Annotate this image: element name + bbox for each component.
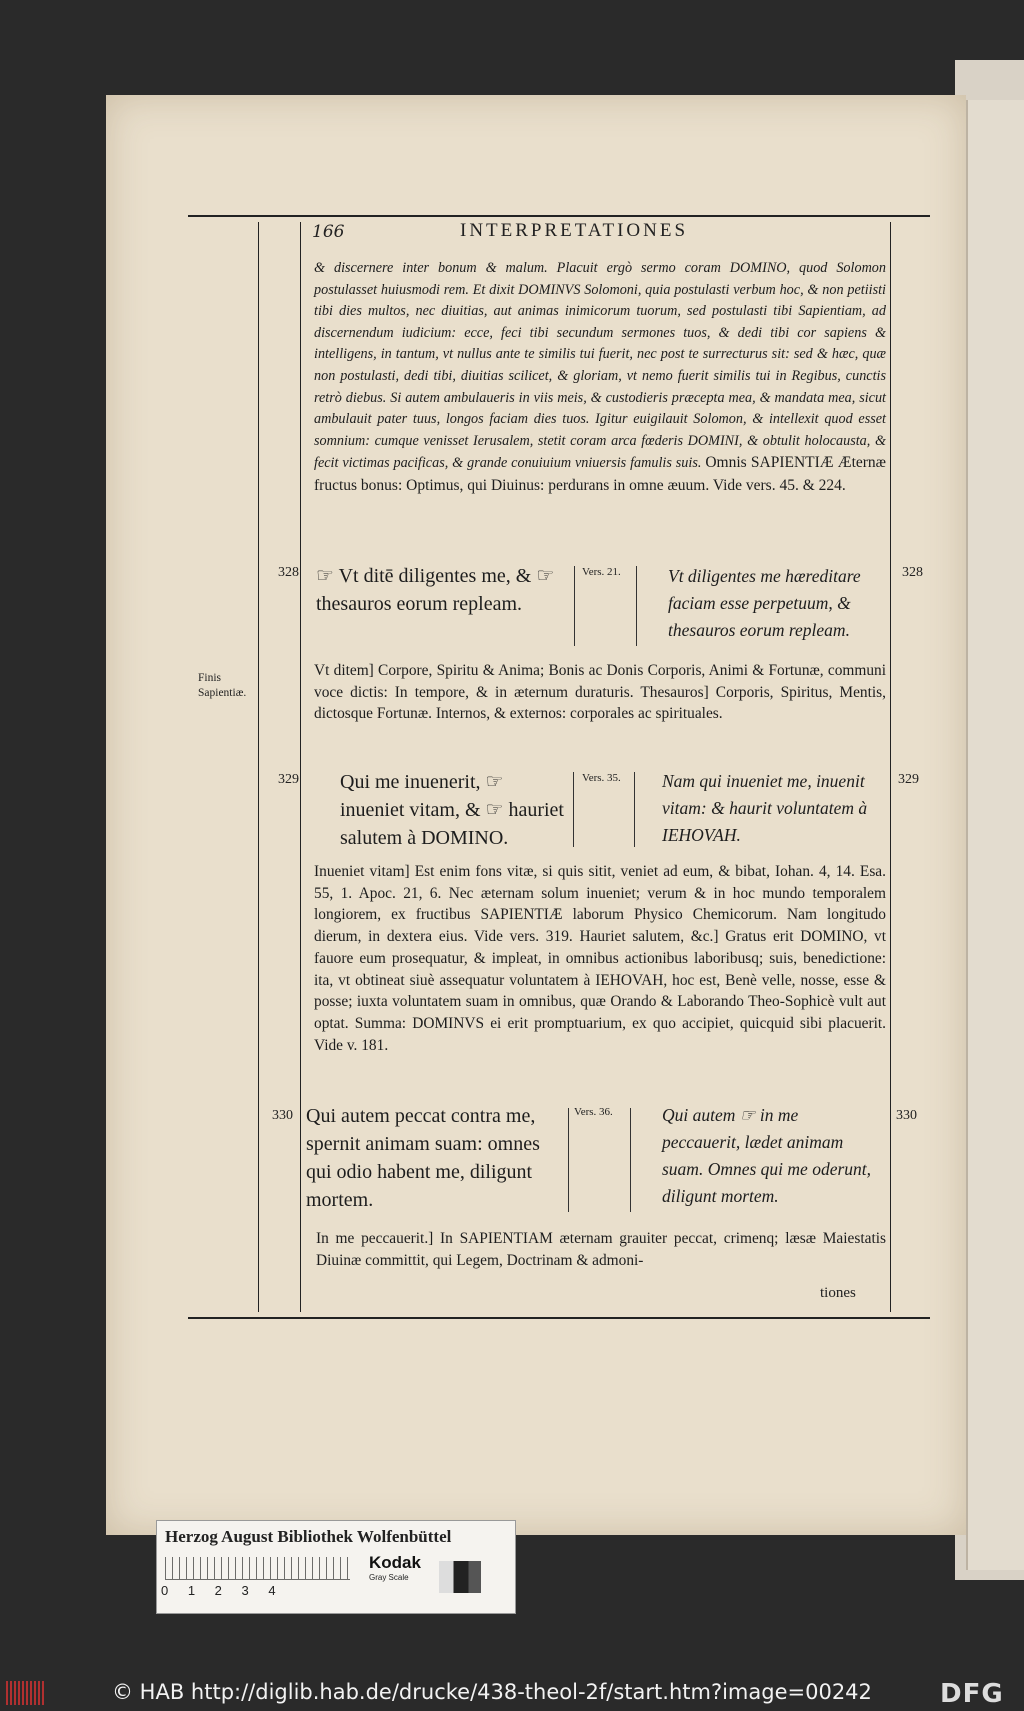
column-divider bbox=[574, 566, 575, 646]
verse-number-left: 329 bbox=[278, 772, 299, 787]
column-divider bbox=[636, 566, 637, 646]
column-divider bbox=[573, 772, 574, 847]
verse-reference: Vers. 35. bbox=[582, 772, 621, 784]
verse-commentary: Vt ditem] Corpore, Spiritu & Anima; Bonis ac Donis Corporis, Animi & Fortunæ, communi voce dictis: In tempore, & in æternum duraturis. Thesauros] Corporis, Spiritus, Mentis, dictosque Fortunæ. Internos, & externos: corporales ac spirituales. bbox=[314, 662, 886, 723]
paragraph-1-roman: Omnis SAPIENTIÆ Æternæ fructus bonus: Optimus, qui Diuinus: perdurans in omne æuum. Vide vers. 45. & 224. bbox=[314, 454, 887, 494]
column-divider bbox=[634, 772, 635, 847]
running-title: INTERPRETATIONES bbox=[460, 220, 689, 241]
verse-number-right: 329 bbox=[898, 772, 919, 787]
card-title: Herzog August Bibliothek Wolfenbüttel bbox=[165, 1527, 452, 1546]
verse-commentary: Inueniet vitam] Est enim fons vitæ, si quis sitit, veniet ad eum, & bibat, Iohan. 4, 14. Esa. 55, 1. Apoc. 21, 6. Nec æternam solum inueniet; verum & in hoc mundo temporalem longiorem, ex fructibus SAPIENTIÆ laborum Physico Chemicorum. Nam longitudo dierum, in dextera eius. Vide vers. 319. Hauriet salutem, &c.] Gratus erit DOMINO, vt fauore eum prosequatur, & impleat, in omnibus actionibus laboribusq; suis, benedictione: ita, vt obtineat siuè assequatur voluntatem à IEHOVAH, hoc est, Benè velle, nosse, esse & posse; iuxta voluntatem suam in omnibus, quæ Orando & Laborando Theo-Sophicè vult aut optat. Summa: DOMINVS ei erit promptuarium, ex quo accipiet, quicquid sibi placuerit. Vide v. 181. bbox=[314, 863, 886, 1054]
verse-translation: Qui autem ☞ in me peccauerit, lædet animam suam. Omnes qui me oderunt, diligunt mortem. bbox=[662, 1105, 872, 1206]
margin-rule-right bbox=[890, 222, 891, 1312]
paragraph-1-italic: & discernere inter bonum & malum. Placuit ergò sermo coram DOMINO, quod Solomon postulasset huiusmodi rem. Et dixit DOMINVS Solomoni, quia postulasti verbum hoc, & non petiisti tibi dies multos, nec diuitias, aut animas inimicorum tuorum, sed postulasti tibi Sapientiam, ad discernendum iudicium: ecce, feci tibi secundum sermones tuos, & dedi tibi cor sapiens & intelligens, in tantum, vt nullus ante te similis tui fuerit, nec post te surrecturus sit: sed & hæc, quæ non postulasti, dedi tibi, diuitias scilicet, & gloriam, vt nemo fuerit similis tui in Regibus, cunctis retrò diebus. Si autem ambulaueris in viis meis, & custodieris præcepta mea, & mandata mea, sicut ambulauit pater tuus, longos faciam dies tuos. Igitur euigilauit Solomon, & intellexit quod esset somnium: cumque venisset Ierusalem, stetit coram arca fœderis DOMINI, & obtulit holocausta, & fecit victimas pacificas, & grande conuiuium vniuersis famulis suis. bbox=[314, 260, 886, 472]
verse-latin: Qui autem peccat contra me, spernit animam suam: omnes qui odio habent me, diligunt mortem. bbox=[306, 1105, 540, 1211]
catchword: tiones bbox=[820, 1285, 856, 1301]
verse-number-left: 328 bbox=[278, 565, 299, 580]
kodak-logo: Kodak bbox=[369, 1553, 421, 1572]
gray-patch bbox=[439, 1561, 481, 1593]
side-note: Finis Sapientiæ. bbox=[198, 672, 247, 699]
page-number: 166 bbox=[312, 222, 345, 242]
gray-scale-label: Gray Scale bbox=[369, 1573, 409, 1582]
margin-rule-inner bbox=[300, 222, 301, 1312]
verse-translation: Vt diligentes me hæreditare faciam esse perpetuum, & thesauros eorum repleam. bbox=[668, 566, 861, 640]
verse-reference: Vers. 36. bbox=[574, 1106, 613, 1118]
barcode-icon bbox=[6, 1681, 46, 1705]
verse-translation: Nam qui inueniet me, inuenit vitam: & haurit voluntatem à IEHOVAH. bbox=[662, 771, 868, 845]
dfg-logo: DFG bbox=[940, 1679, 1004, 1709]
next-page-edge bbox=[966, 100, 1024, 1570]
verse-number-right: 330 bbox=[896, 1108, 917, 1123]
paragraph-1 bbox=[314, 258, 886, 498]
footer-bar bbox=[0, 1673, 1024, 1711]
scale-numbers: 0 1 2 3 4 bbox=[161, 1583, 276, 1598]
verse-number-right: 328 bbox=[902, 565, 923, 580]
verse-latin: ☞ Vt ditē diligentes me, & ☞ thesauros eorum repleam. bbox=[316, 565, 555, 615]
margin-rule-outer bbox=[258, 222, 259, 1312]
verse-latin: Qui me inuenerit, ☞ inueniet vitam, & ☞ hauriet salutem à DOMINO. bbox=[340, 771, 564, 849]
column-divider bbox=[568, 1108, 569, 1212]
verse-commentary: In me peccauerit.] In SAPIENTIAM æternam grauiter peccat, crimenq; læsæ Maiestatis Diuinæ committit, qui Legem, Doctrinam & admoni- bbox=[316, 1230, 886, 1269]
footer-link[interactable]: © HAB http://diglib.hab.de/drucke/438-theol-2f/start.htm?image=00242 bbox=[112, 1680, 872, 1704]
column-divider bbox=[630, 1108, 631, 1212]
verse-number-left: 330 bbox=[272, 1108, 293, 1123]
verse-reference: Vers. 21. bbox=[582, 566, 621, 578]
color-calibration-card bbox=[156, 1520, 516, 1614]
scale-ruler bbox=[165, 1557, 350, 1580]
